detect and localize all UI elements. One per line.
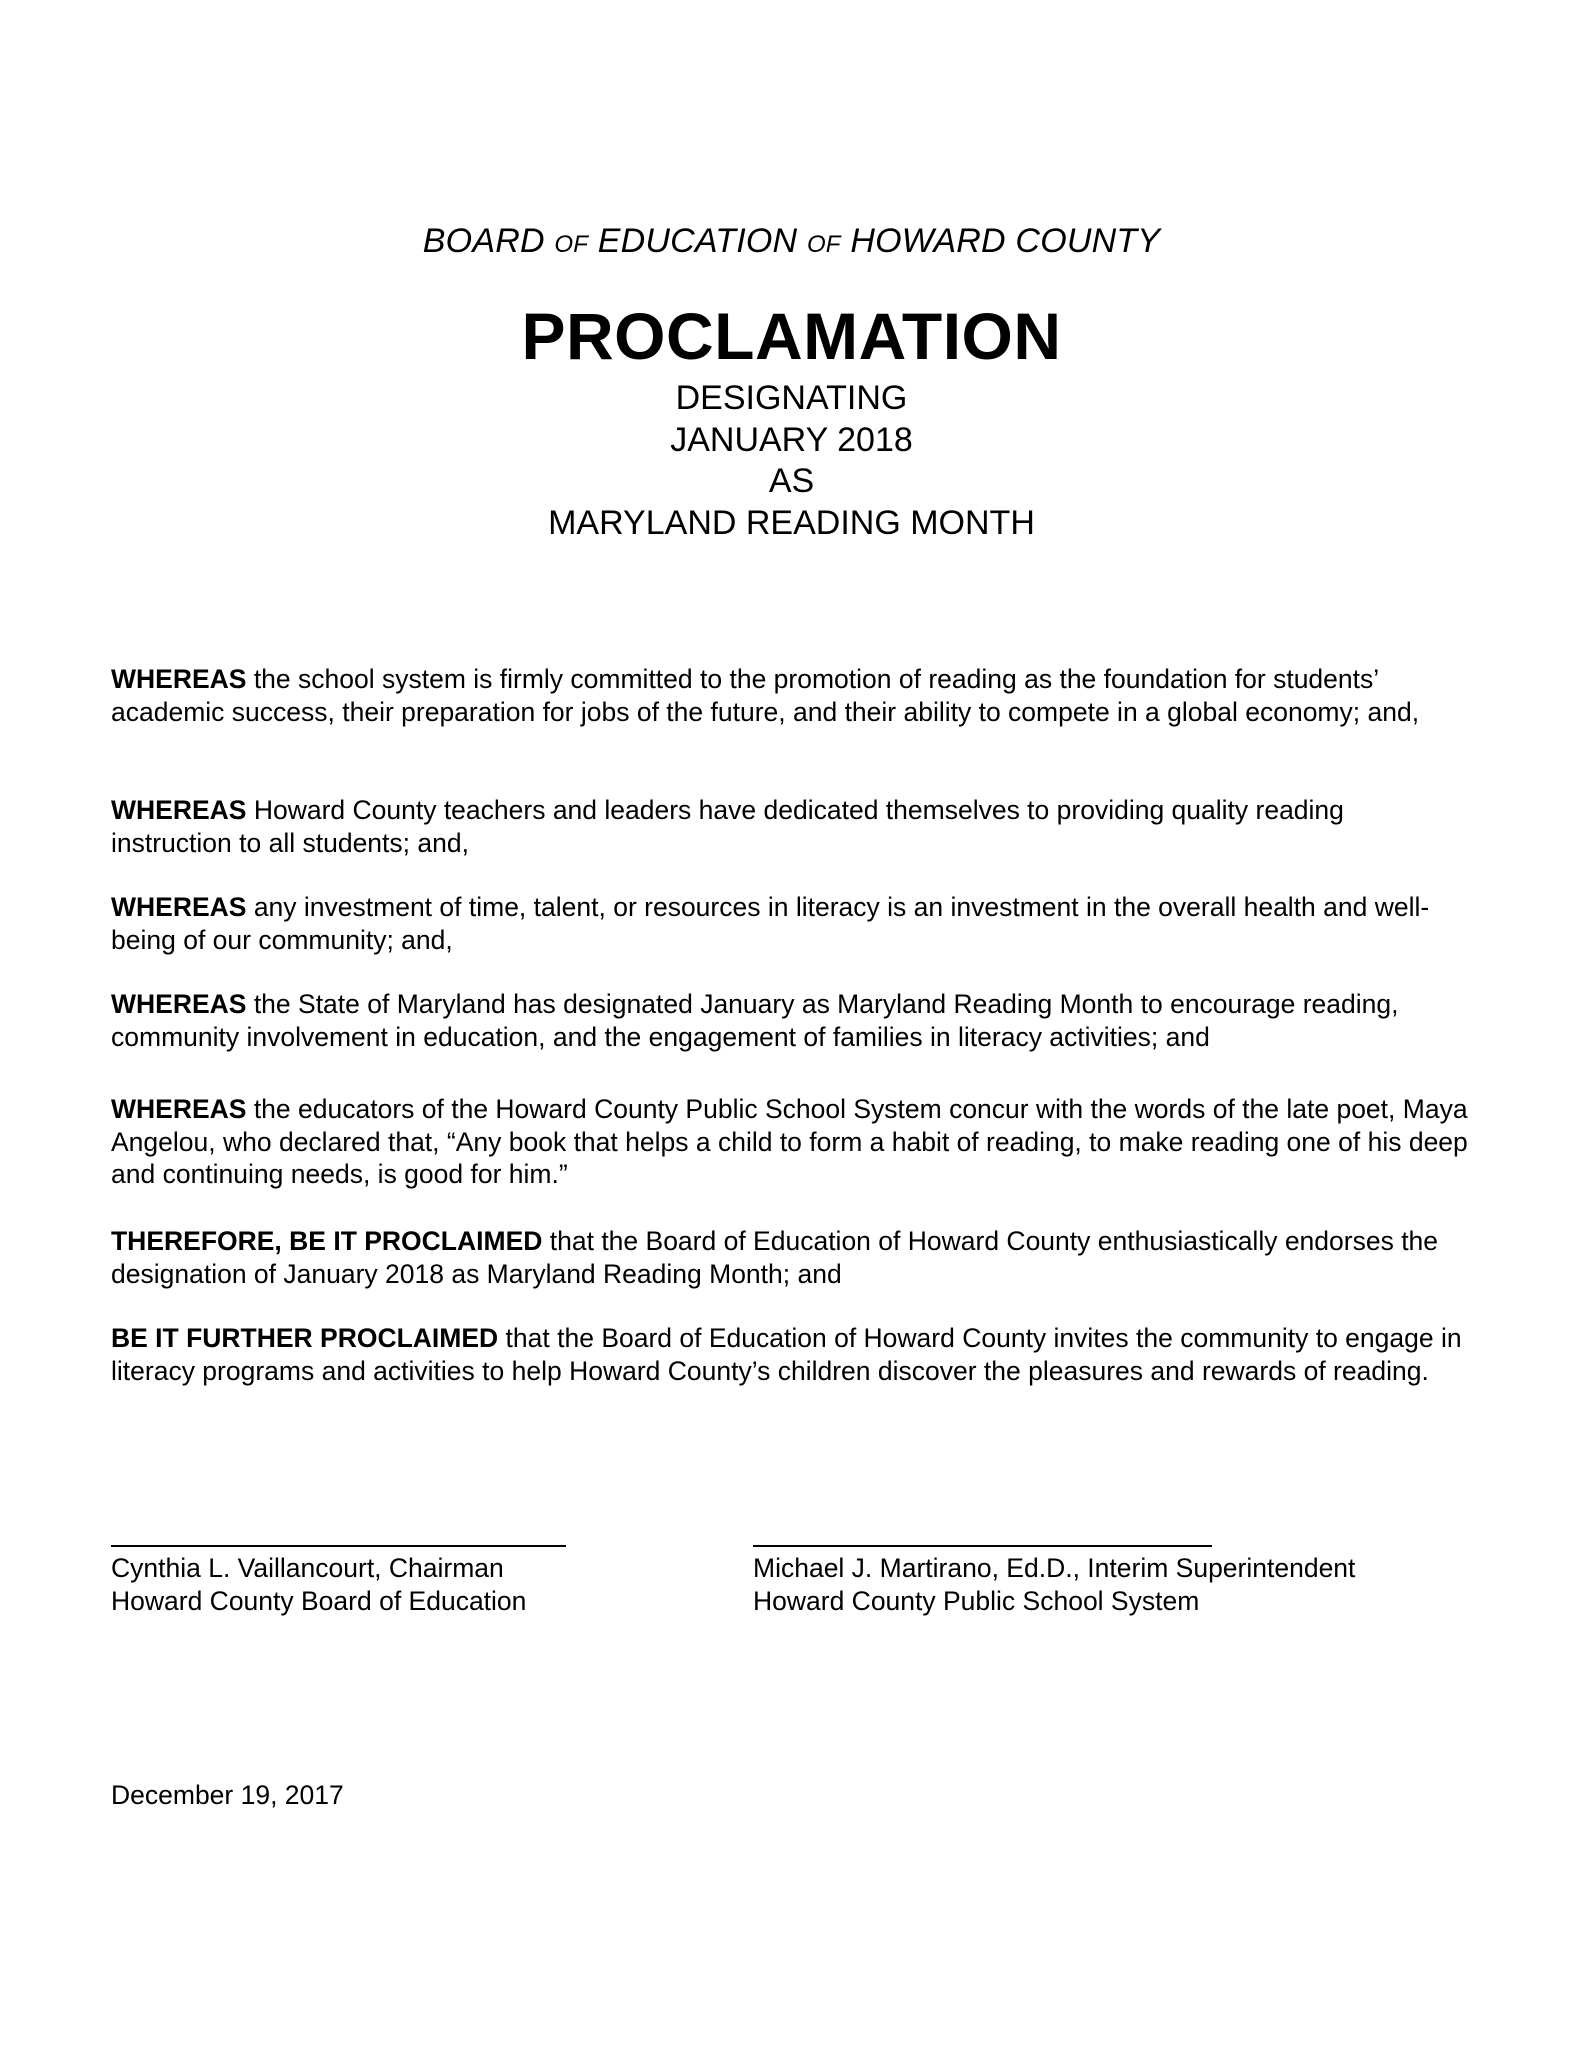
- clause-4: [111, 988, 1471, 1053]
- signature-line-chairman: [111, 1545, 566, 1547]
- clause-text: that the Board of Education of Howard County enthusiastically endorses the designation of January 2018 as Maryland Reading Month; and: [111, 1226, 1439, 1289]
- clause-lead: WHEREAS: [111, 1094, 247, 1124]
- clause-5: [111, 1093, 1471, 1191]
- clause-lead: WHEREAS: [111, 664, 247, 694]
- clause-text: the educators of the Howard County Public School System concur with the words of the late poet, Maya Angelou, who declared that, “Any book that helps a child to form a habit of reading, to make reading one of his deep and continuing needs, is good for him.”: [111, 1094, 1468, 1189]
- org-word-of: OF: [554, 231, 589, 258]
- org-word-education: EDUCATION: [597, 222, 798, 260]
- signer-organization: Howard County Public School System: [753, 1585, 1200, 1616]
- clause-text: that the Board of Education of Howard County invites the community to engage in literacy programs and activities to help Howard County’s children discover the pleasures and rewards of reading.: [111, 1323, 1462, 1386]
- clause-lead: WHEREAS: [111, 989, 247, 1019]
- clause-text: the school system is firmly committed to the promotion of reading as the foundation for students’ academic success, their preparation for jobs of the future, and their ability to compete in a global economy; and,: [111, 664, 1420, 727]
- clause-lead: WHEREAS: [111, 795, 247, 825]
- signature-line-superintendent: [753, 1545, 1212, 1547]
- subtitle-line: JANUARY 2018: [670, 420, 913, 459]
- signer-name: Michael J. Martirano, Ed.D., Interim Superintendent: [753, 1553, 1356, 1583]
- document-title: PROCLAMATION: [521, 299, 1062, 373]
- document-subtitle: [0, 378, 1583, 544]
- clause-2: [111, 794, 1471, 859]
- clause-3: [111, 891, 1471, 956]
- clause-text: any investment of time, talent, or resources in literacy is an investment in the overall health and well-being of our community; and,: [111, 892, 1430, 955]
- org-word-board: BOARD: [422, 222, 545, 260]
- clause-proclaimed: [111, 1225, 1471, 1290]
- signature-block-superintendent: [753, 1552, 1355, 1617]
- clause-text: Howard County teachers and leaders have dedicated themselves to providing quality reading instruction to all students; and,: [111, 795, 1344, 858]
- clause-lead: THEREFORE, BE IT PROCLAIMED: [111, 1226, 543, 1256]
- subtitle-line: DESIGNATING: [675, 379, 908, 417]
- org-word-of: OF: [806, 231, 841, 258]
- signer-name: Cynthia L. Vaillancourt, Chairman: [111, 1553, 504, 1583]
- org-word-county: HOWARD COUNTY: [850, 222, 1161, 260]
- clause-lead: WHEREAS: [111, 892, 247, 922]
- subtitle-line: AS: [768, 462, 815, 500]
- signer-organization: Howard County Board of Education: [111, 1585, 527, 1616]
- subtitle-line: MARYLAND READING MONTH: [548, 503, 1035, 542]
- clause-text: the State of Maryland has designated January as Maryland Reading Month to encourage reading, community involvement in education, and the engagement of families in literacy activities; and: [111, 989, 1399, 1052]
- clause-1: [111, 663, 1471, 728]
- clause-further-proclaimed: [111, 1322, 1471, 1387]
- clause-lead: BE IT FURTHER PROCLAIMED: [111, 1323, 499, 1353]
- signature-block-chairman: [111, 1552, 526, 1617]
- organization-heading: [0, 222, 1583, 261]
- document-date: December 19, 2017: [111, 1780, 344, 1810]
